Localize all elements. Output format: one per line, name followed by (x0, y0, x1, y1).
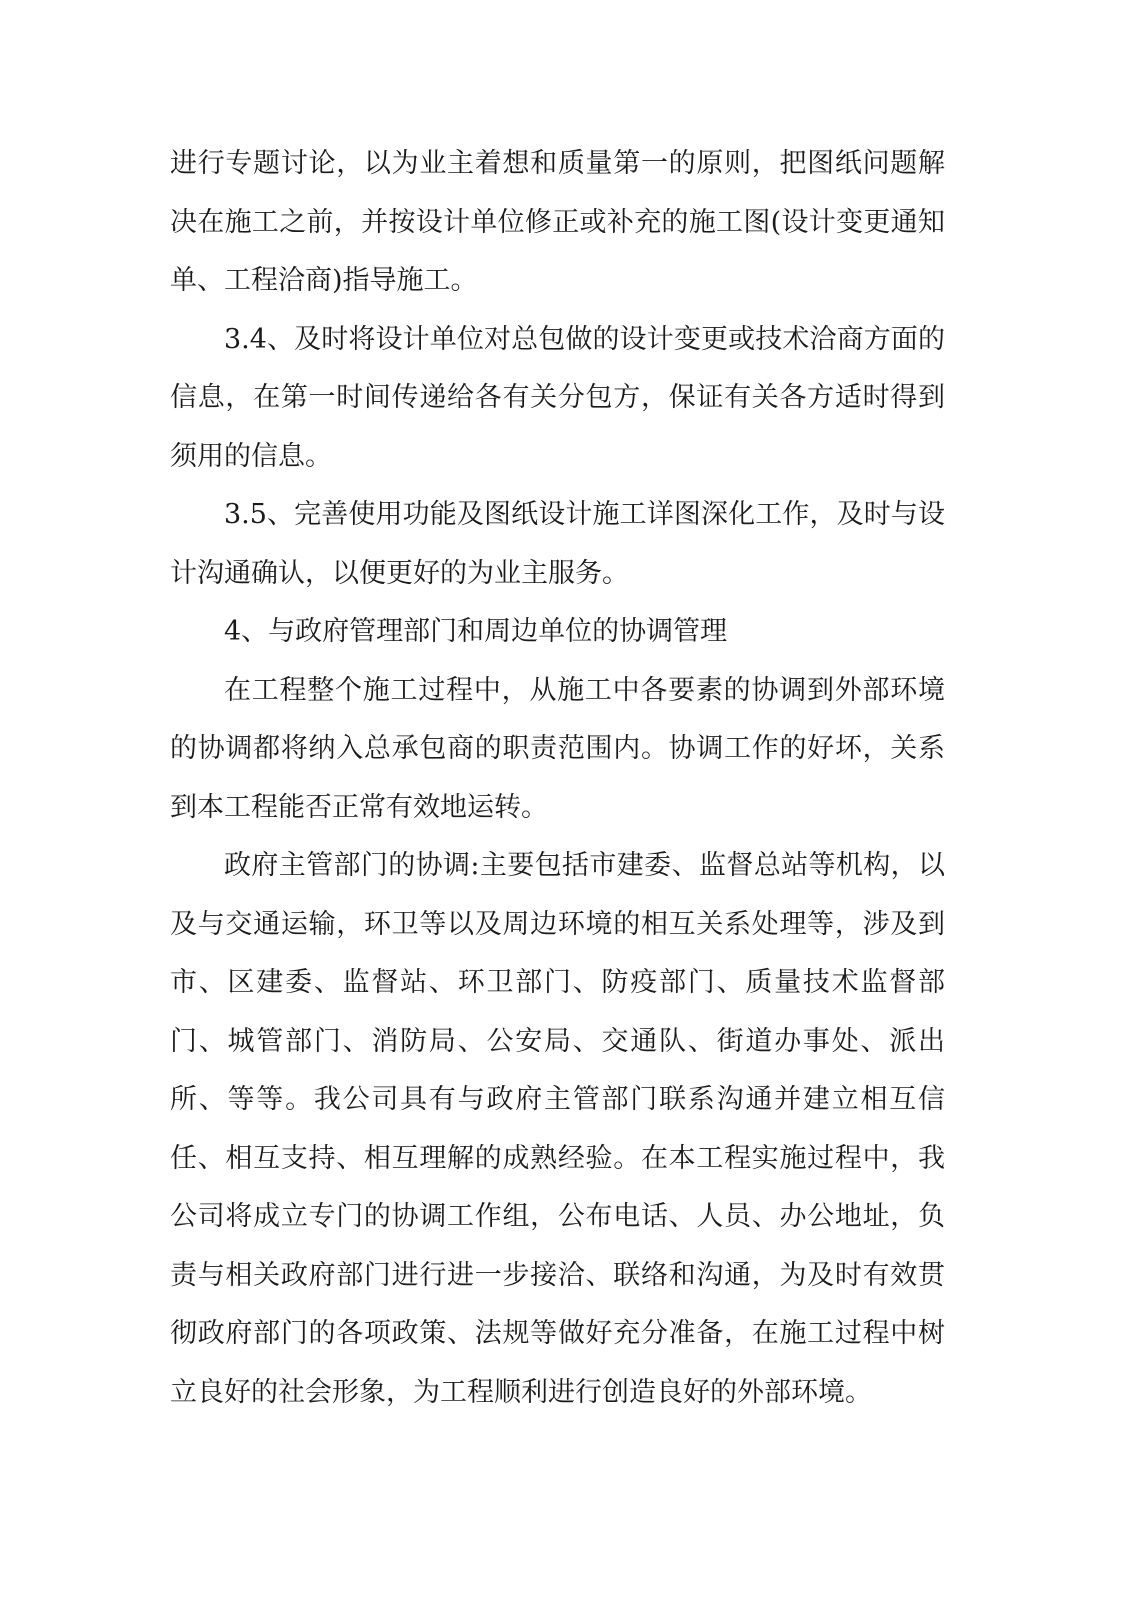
paragraph-3-5: 3.5、完善使用功能及图纸设计施工详图深化工作，及时与设计沟通确认，以便更好的为业主服务。 (170, 499, 945, 589)
paragraph-coordination-intro: 在工程整个施工过程中，从施工中各要素的协调到外部环境的协调都将纳入总承包商的职责范围内。协调工作的好坏，关系到本工程能否正常有效地运转。 (170, 674, 945, 823)
section-heading-4: 4、与政府管理部门和周边单位的协调管理 (224, 616, 728, 647)
document-body (170, 135, 945, 1422)
paragraph-government-coordination: 政府主管部门的协调:主要包括市建委、监督总站等机构，以及与交通运输，环卫等以及周边环境的相互关系处理等，涉及到市、区建委、监督站、环卫部门、防疫部门、质量技术监督部门、城管部门、消防局、公安局、交通队、街道办事处、派出所、等等。我公司具有与政府主管部门联系沟通并建立相互信任、相互支持、相互理解的成熟经验。在本工程实施过程中，我公司将成立专门的协调工作组，公布电话、人员、办公地址，负责与相关政府部门进行进一步接洽、联络和沟通，为及时有效贯彻政府部门的各项政策、法规等做好充分准备，在施工过程中树立良好的社会形象，为工程顺利进行创造良好的外部环境。 (170, 850, 945, 1408)
paragraph-3-4: 3.4、及时将设计单位对总包做的设计变更或技术洽商方面的信息，在第一时间传递给各有关分包方，保证有关各方适时得到须用的信息。 (170, 323, 945, 472)
paragraph-continuation: 进行专题讨论，以为业主着想和质量第一的原则，把图纸问题解决在施工之前，并按设计单位修正或补充的施工图(设计变更通知单、工程洽商)指导施工。 (170, 148, 945, 296)
